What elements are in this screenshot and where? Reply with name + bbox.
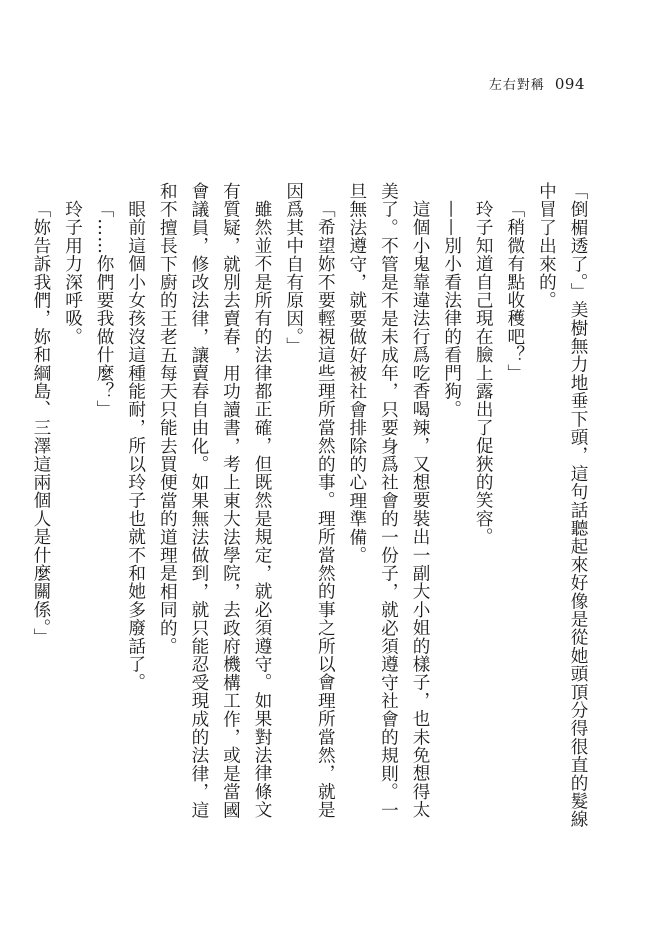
- running-head: [489, 74, 585, 93]
- paragraph: ——別小看法律的看門狗。: [441, 199, 462, 418]
- paragraph: 雖然並不是所有的法律都正確，但既然是規定，就必須遵守。如果對法律條文有質疑，就別去賣春，用功讀書，考上東大法學院，去政府機構工作，或是當國會議員，修改法律，讓賣春自由化。如果無法做到，就只能忍受現成的法律，這和不擅長下廚的王老五每天只能去買便當的道理是相同的。: [157, 182, 273, 819]
- paragraph: 玲子用力深呼吸。: [62, 199, 83, 346]
- paragraph: 「倒楣透了。」美樹無力地垂下頭，這句話聽起來好像是從她頭頂分得很直的髮線中冒了出來的。: [536, 182, 588, 829]
- book-title: 左右對稱: [488, 78, 545, 93]
- page-number: 094: [554, 75, 585, 93]
- paragraph: 「希望妳不要輕視這些理所當然的事。理所當然的事之所以會理所當然，就是因爲其中自有原因。」: [283, 182, 336, 819]
- paragraph: 「稍微有點收穫吧？」: [504, 199, 525, 382]
- paragraph: 「妳告訴我們，妳和綱島、三澤這兩個人是什麼關係。」: [30, 199, 51, 646]
- body-text: [30, 182, 593, 832]
- paragraph: 「……你們要我做什麼？」: [94, 199, 115, 418]
- paragraph: 這個小鬼靠違法行爲吃香喝辣，又想要裝出一副大小姐的樣子，也未免想得太美了。不管是不是未成年，只要身爲社會的一份子，就必須遵守社會的規則。一旦無法遵守，就要做好被社會排除的心理準備。: [346, 182, 431, 819]
- paragraph: 玲子知道自己現在臉上露出了促狹的笑容。: [473, 199, 494, 546]
- paragraph: 眼前這個小女孩沒這種能耐，所以玲子也就不和她多廢話了。: [125, 199, 146, 691]
